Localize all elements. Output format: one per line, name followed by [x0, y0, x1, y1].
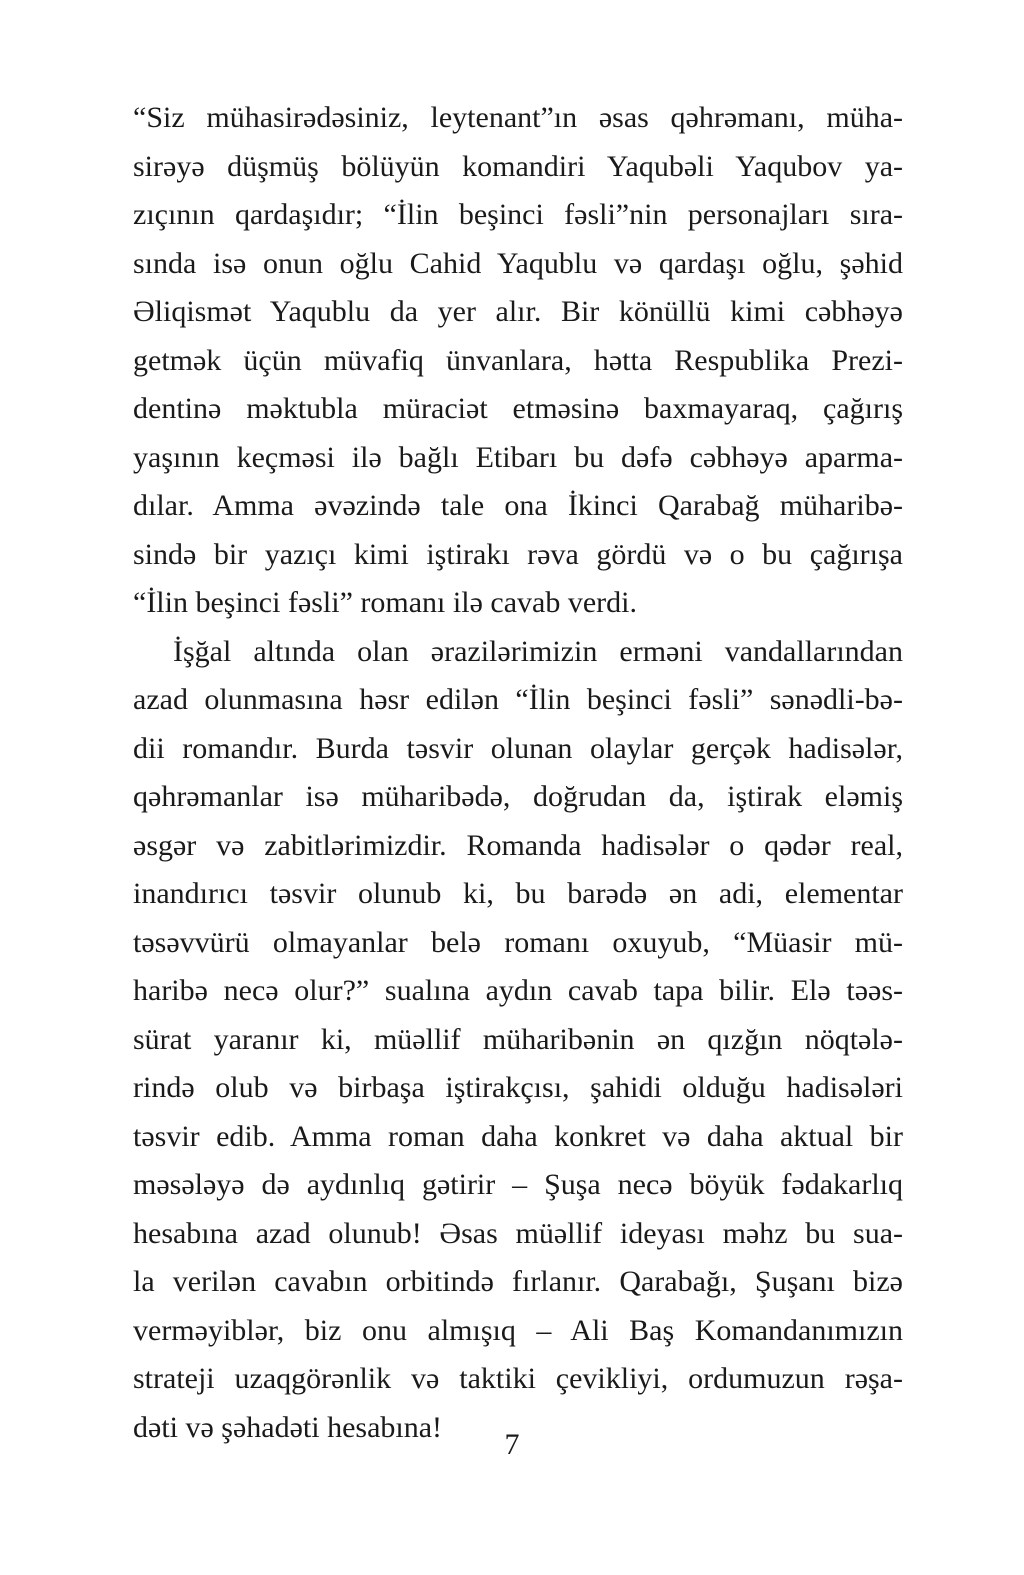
text-line: məsələyə də aydınlıq gətirir – Şuşa necə böyük fədakarlıq [133, 1168, 903, 1201]
text-line: Əliqismət Yaqublu da yer alır. Bir könüllü kimi cəbhəyə [133, 295, 903, 328]
text-line: sirəyə düşmüş bölüyün komandiri Yaqubəli Yaqubov ya- [133, 149, 903, 183]
text-line: haribə necə olur?” sualına aydın cavab tapa bilir. Elə təəs- [133, 974, 903, 1007]
text-line: getmək üçün müvafiq ünvanlara, hətta Respublika Prezi- [133, 343, 903, 377]
text-line: la verilən cavabın orbitində fırlanır. Qarabağı, Şuşanı bizə [133, 1265, 903, 1298]
text-line: dentinə məktubla müraciət etməsinə baxmayaraq, çağırış [133, 392, 903, 425]
text-line: əsgər və zabitlərimizdir. Romanda hadisələr o qədər real, [133, 828, 903, 862]
text-line: qəhrəmanlar isə müharibədə, doğrudan da, iştirak eləmiş [133, 780, 903, 813]
text-line: rində olub və birbaşa iştirakçısı, şahidi olduğu hadisələri [133, 1071, 903, 1104]
text-line: zıçının qardaşıdır; “İlin beşinci fəsli”nin personajları sıra- [133, 198, 903, 231]
text-line: sində bir yazıçı kimi iştirakı rəva gördü və o bu çağırışa [133, 537, 903, 571]
text-line: təsəvvürü olmayanlar belə romanı oxuyub, “Müasir mü- [133, 925, 903, 959]
text-line: strateji uzaqgörənlik və taktiki çevikliyi, ordumuzun rəşa- [133, 1362, 903, 1395]
text-line: “İlin beşinci fəsli” romanı ilə cavab verdi. [133, 586, 637, 619]
text-line: “Siz mühasirədəsiniz, leytenant”ın əsas qəhrəmanı, müha- [133, 101, 903, 134]
page-number: 7 [504, 1428, 520, 1461]
text-line: azad olunmasına həsr edilən “İlin beşinci fəsli” sənədli-bə- [133, 683, 903, 716]
body-text [133, 94, 903, 1452]
text-line: verməyiblər, biz onu almışıq – Ali Baş Komandanımızın [133, 1313, 903, 1347]
text-line: dii romandır. Burda təsvir olunan olaylar gerçək hadisələr, [133, 731, 903, 765]
text-line: təsvir edib. Amma roman daha konkret və daha aktual bir [133, 1119, 903, 1153]
text-line: hesabına azad olunub! Əsas müəllif ideyası məhz bu sua- [133, 1216, 903, 1250]
text-line: yaşının keçməsi ilə bağlı Etibarı bu dəfə cəbhəyə aparma- [133, 440, 903, 474]
text-line: sürat yaranır ki, müəllif müharibənin ən qızğın nöqtələ- [133, 1022, 903, 1056]
paragraph-1 [133, 94, 903, 628]
text-line: inandırıcı təsvir olunub ki, bu barədə ən adi, elementar [133, 877, 903, 910]
text-line: sında isə onun oğlu Cahid Yaqublu və qardaşı oğlu, şəhid [133, 246, 903, 280]
text-line: dəti və şəhadəti hesabına! [133, 1410, 443, 1444]
paragraph-2 [133, 628, 903, 1453]
text-line: dılar. Amma əvəzində tale ona İkinci Qarabağ müharibə- [133, 489, 903, 522]
text-line: İşğal altında olan ərazilərimizin erməni vandallarından [173, 634, 903, 668]
